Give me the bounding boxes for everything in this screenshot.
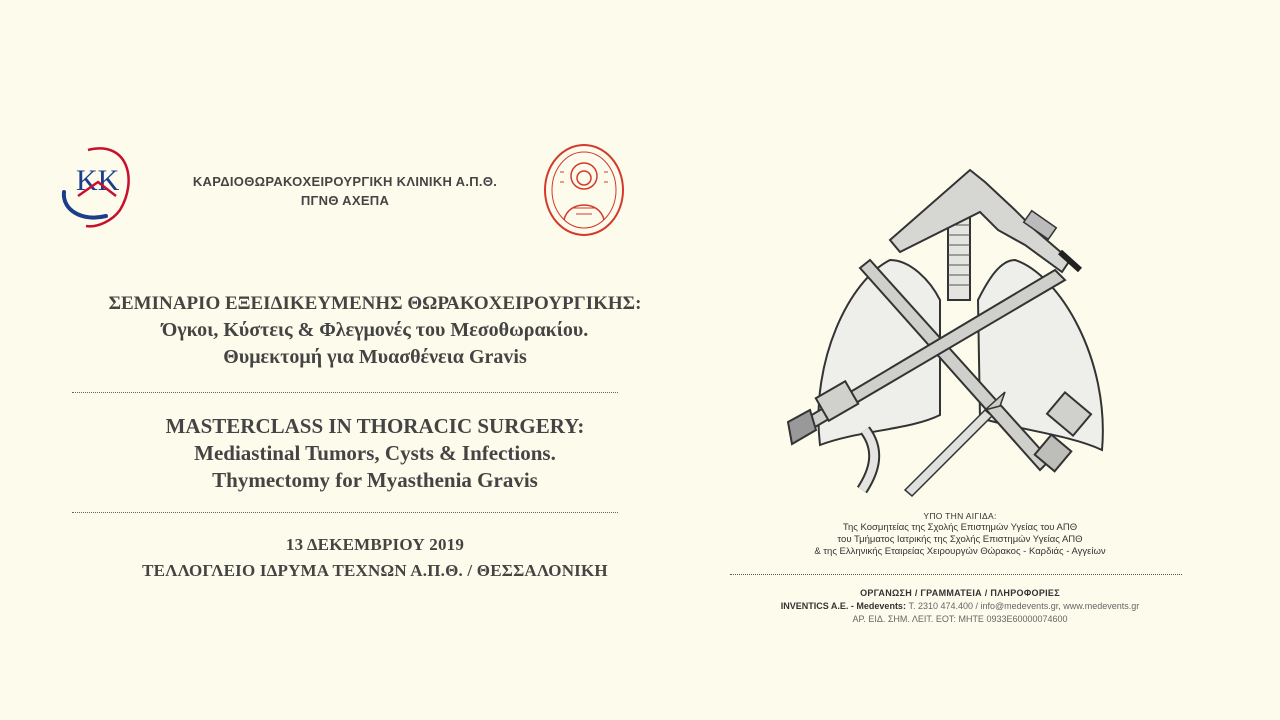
greek-title-line-3: Θυμεκτομή για Μυασθένεια Gravis: [223, 346, 527, 368]
english-title: [60, 413, 690, 494]
dotted-divider: [72, 392, 618, 393]
clinic-name: [160, 172, 530, 210]
dotted-divider: [72, 512, 618, 513]
event-venue: ΤΕΛΛΟΓΛΕΙΟ ΙΔΡΥΜΑ ΤΕΧΝΩΝ Α.Π.Θ. / ΘΕΣΣΑΛΟΝΙΚΗ: [142, 561, 608, 580]
organization-block: [700, 587, 1220, 626]
english-title-line-3: Thymectomy for Myasthenia Gravis: [212, 468, 538, 492]
university-seal: [542, 142, 626, 238]
event-info: [60, 532, 690, 584]
greek-title-line-2: Όγκοι, Κύστεις & Φλεγμονές του Μεσοθωρακίου.: [161, 319, 589, 341]
license-number: ΑΡ. ΕΙΔ. ΣΗΜ. ΛΕΙΤ. ΕΟΤ: ΜΗΤΕ 0933Ε60000074600: [852, 614, 1068, 624]
auspices-block: [700, 510, 1220, 558]
auspices-line-1: Της Κοσμητείας της Σχολής Επιστημών Υγείας του ΑΠΘ: [842, 522, 1078, 533]
english-title-line-1: MASTERCLASS IN THORACIC SURGERY:: [165, 414, 585, 438]
greek-title-line-1: ΣΕΜΙΝΑΡΙΟ ΕΞΕΙΔΙΚΕΥΜΕΝΗΣ ΘΩΡΑΚΟΧΕΙΡΟΥΡΓΙΚΗΣ:: [108, 293, 642, 314]
organizer-contact: Τ. 2310 474.400 / info@medevents.gr, www.medevents.gr: [908, 601, 1140, 611]
greek-title: [60, 290, 690, 371]
auspices-line-2: του Τμήματος Ιατρικής της Σχολής Επιστημών Υγείας ΑΠΘ: [837, 534, 1083, 545]
dotted-divider: [730, 574, 1182, 575]
auspices-heading: ΥΠΟ ΤΗΝ ΑΙΓΙΔΑ:: [923, 511, 997, 521]
english-title-line-2: Mediastinal Tumors, Cysts & Infections.: [194, 441, 556, 465]
event-date: 13 ΔΕΚΕΜΒΡΙΟΥ 2019: [285, 535, 465, 554]
auspices-line-3: & της Ελληνικής Εταιρείας Χειρουργών Θώρακος - Καρδιάς - Αγγείων: [814, 546, 1106, 557]
clinic-line-1: ΚΑΡΔΙΟΘΩΡΑΚΟΧΕΙΡΟΥΡΓΙΚΗ ΚΛΙΝΙΚΗ Α.Π.Θ.: [192, 174, 498, 189]
organizer-name: INVENTICS A.E. - Medevents:: [780, 601, 906, 611]
logo-letters: ΚΚ: [76, 164, 120, 197]
organization-heading: ΟΡΓΑΝΩΣΗ / ΓΡΑΜΜΑΤΕΙΑ / ΠΛΗΡΟΦΟΡΙΕΣ: [860, 588, 1060, 598]
clinic-logo: [58, 140, 138, 230]
lungs-instruments-illustration: [770, 160, 1150, 500]
clinic-line-2: ΠΓΝΘ ΑΧΕΠΑ: [300, 193, 390, 208]
